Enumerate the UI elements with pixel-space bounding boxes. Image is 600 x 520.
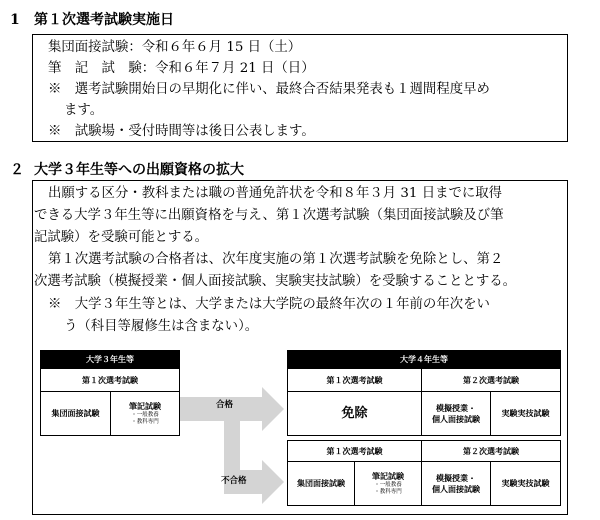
exempt-label: 免除 [341,406,368,421]
section-1-line: 筆 記 試 験：令和６年７月 21 日（日） [48,61,315,76]
left-written-sub2: ・教科専門 [131,419,159,425]
left-written [110,391,180,436]
left-group-interview: 集団面接試験 [40,391,111,436]
individual-interview-label: 個人面接試験 [432,414,480,424]
section-2-line: 第１次選考試験の合格者は、次年度実施の第１次選考試験を免除とし、第２ [48,252,504,267]
right-bottom-written [354,461,422,506]
left-stage1: 第１次選考試験 [40,368,180,392]
section-2-number: ２ [10,162,24,178]
right-bottom-group-interview: 集団面接試験 [287,461,355,506]
right-top-mock-interview [421,391,491,436]
right-bottom-individual-interview-label: 個人面接試験 [432,484,480,494]
section-1-line: ※ 試験場・受付時間等は後日公表します。 [48,124,315,139]
left-written-sub1: ・一般教養 [131,412,159,418]
section-1-title: 第１次選考試験実施日 [34,12,174,28]
section-2-line: 出願する区分・教科または職の普通免許状を令和８年３月 31 日までに取得 [48,186,503,201]
fail-arrow [224,421,284,504]
section-2-line: 次選考試験（模擬授業・個人面接試験、実験実技試験）を受験することとする。 [34,274,517,289]
left-written-label: 筆記試験 [129,402,161,411]
section-2-line: う（科目等履修生は含まない）。 [64,319,259,334]
section-1-number: 1 [10,12,20,28]
left-header: 大学３年生等 [40,350,180,368]
right-top-exempt [287,391,422,436]
right-bottom-mock-interview [421,461,491,506]
right-bottom-stage1: 第１次選考試験 [287,440,422,462]
right-top-header: 大学４年生等 [287,350,561,368]
section-2-line: 記試験）を受験可能とする。 [34,230,209,245]
right-bottom-mock-lesson-label: 模擬授業・ [436,473,476,483]
section-1-line: ※ 選考試験開始日の早期化に伴い、最終合否結果発表も１週間程度早め [48,82,490,97]
right-top-lab: 実験実技試験 [490,391,561,436]
right-bottom-written-sub2: ・教科専門 [374,489,402,495]
section-2-line: ※ 大学３年生等とは、大学または大学院の最終年次の１年前の年次をい [48,297,490,312]
right-top-stage1: 第１次選考試験 [287,368,422,392]
section-2-title: 大学３年生等への出願資格の拡大 [34,162,244,178]
right-bottom-stage2: 第２次選考試験 [421,440,561,462]
pass-label: 合格 [216,400,234,410]
right-bottom-lab: 実験実技試験 [490,461,561,506]
right-top-stage2: 第２次選考試験 [421,368,561,392]
fail-label: 不合格 [221,476,247,486]
section-2-line: できる大学３年生等に出願資格を与え、第１次選考試験（集団面接試験及び筆 [34,208,504,223]
mock-lesson-label: 模擬授業・ [436,403,476,413]
right-bottom-written-label: 筆記試験 [372,472,404,481]
section-1-line: 集団面接試験：令和６年６月 15 日（土） [48,40,302,55]
right-bottom-written-sub1: ・一般教養 [374,482,402,488]
section-1-line: ます。 [64,103,104,118]
